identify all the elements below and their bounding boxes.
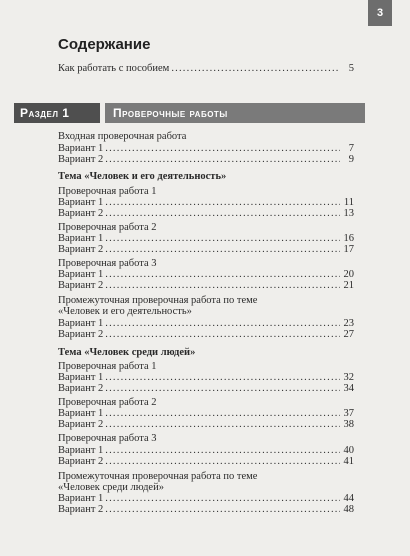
variant-label: Вариант 2 (58, 456, 104, 467)
variant-page: 40 (343, 445, 354, 456)
variant-label: Вариант 2 (58, 280, 104, 291)
variant-label: Вариант 1 (58, 493, 104, 504)
toc-entry-variant[interactable] (58, 418, 354, 431)
toc-entry-page: 5 (348, 63, 354, 74)
theme-heading: Тема «Человек и его деятельность» (58, 171, 227, 182)
leader-dots (105, 456, 340, 468)
leader-dots (105, 244, 340, 256)
variant-page: 16 (343, 233, 354, 244)
variant-label: Вариант 2 (58, 504, 104, 515)
leader-dots (105, 383, 340, 395)
variant-label: Вариант 2 (58, 383, 104, 394)
variant-label: Вариант 2 (58, 329, 104, 340)
variant-page: 44 (343, 493, 354, 504)
variant-page: 37 (343, 408, 354, 419)
variant-label: Вариант 1 (58, 445, 104, 456)
work-title-line: «Человек и его деятельность» (58, 306, 192, 317)
variant-page: 38 (343, 419, 354, 430)
leader-dots (105, 419, 340, 431)
variant-page: 27 (343, 329, 354, 340)
work-title: Проверочная работа 1 (58, 361, 157, 372)
work-title: Проверочная работа 3 (58, 433, 157, 444)
theme-heading: Тема «Человек среди людей» (58, 347, 196, 358)
variant-page: 48 (343, 504, 354, 515)
work-title: Проверочная работа 2 (58, 222, 157, 233)
work-title-line: Промежуточная проверочная работа по теме (58, 471, 258, 482)
variant-label: Вариант 1 (58, 318, 104, 329)
toc-entry-variant[interactable] (58, 382, 354, 395)
variant-label: Вариант 1 (58, 197, 104, 208)
variant-label: Вариант 1 (58, 233, 104, 244)
section-label: Раздел 1 (14, 103, 100, 123)
variant-label: Вариант 2 (58, 154, 104, 165)
variant-page: 17 (343, 244, 354, 255)
variant-page: 13 (343, 208, 354, 219)
variant-page: 9 (348, 154, 354, 165)
work-title: Проверочная работа 1 (58, 186, 157, 197)
leader-dots (105, 280, 340, 292)
toc-entry-variant[interactable] (58, 243, 354, 256)
section-title: Проверочные работы (105, 103, 365, 123)
variant-label: Вариант 1 (58, 408, 104, 419)
toc-entry-variant[interactable] (58, 328, 354, 341)
work-title: Проверочная работа 3 (58, 258, 157, 269)
variant-label: Вариант 1 (58, 143, 104, 154)
variant-label: Вариант 1 (58, 269, 104, 280)
work-title: Входная проверочная работа (58, 131, 187, 142)
variant-page: 41 (343, 456, 354, 467)
variant-label: Вариант 1 (58, 372, 104, 383)
variant-page: 20 (343, 269, 354, 280)
variant-label: Вариант 2 (58, 419, 104, 430)
toc-entry-variant[interactable] (58, 153, 354, 166)
variant-page: 21 (343, 280, 354, 291)
variant-label: Вариант 2 (58, 208, 104, 219)
toc-entry-variant[interactable] (58, 279, 354, 292)
variant-label: Вариант 2 (58, 244, 104, 255)
variant-page: 32 (343, 372, 354, 383)
leader-dots (105, 329, 340, 341)
work-title: Проверочная работа 2 (58, 397, 157, 408)
toc-entry-variant[interactable] (58, 207, 354, 220)
toc-entry-intro[interactable] (58, 62, 354, 75)
work-title-line: «Человек среди людей» (58, 482, 164, 493)
leader-dots (171, 63, 340, 75)
work-title-line: Промежуточная проверочная работа по теме (58, 295, 258, 306)
toc-title: Содержание (58, 36, 151, 53)
toc-entry-variant[interactable] (58, 503, 354, 516)
section-header (14, 103, 365, 123)
toc-entry-variant[interactable] (58, 455, 354, 468)
leader-dots (105, 208, 340, 220)
variant-page: 23 (343, 318, 354, 329)
leader-dots (105, 154, 340, 166)
page-number: 3 (368, 0, 392, 26)
variant-page: 34 (343, 383, 354, 394)
toc-entry-text: Как работать с пособием (58, 63, 170, 74)
leader-dots (105, 504, 340, 516)
variant-page: 11 (343, 197, 354, 208)
variant-page: 7 (348, 143, 354, 154)
